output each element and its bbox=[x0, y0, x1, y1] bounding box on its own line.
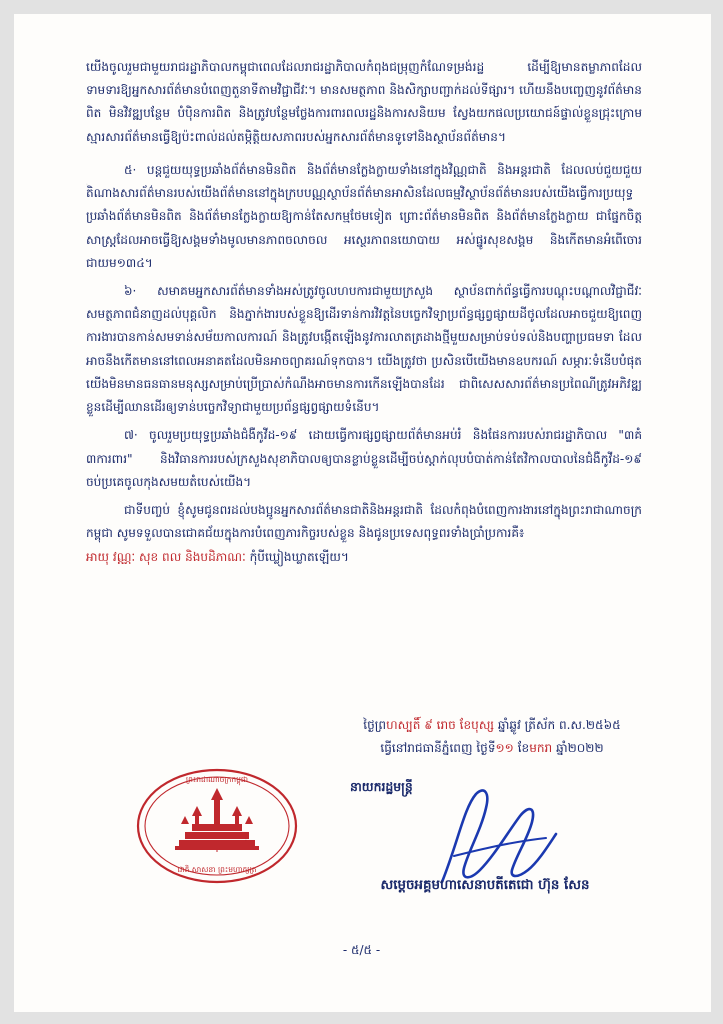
page-number: - ៥/៥ - bbox=[342, 943, 381, 957]
seal-top-text: ព្រះរាជាណាចក្រកម្ពុជា bbox=[185, 775, 249, 784]
date-lunar-line bbox=[327, 714, 657, 737]
date-prefix: ថ្ងៃព្រ bbox=[363, 718, 387, 732]
blessing-red-text: អាយុ វណ្ណៈ សុខ ពល និងបដិភាណៈ bbox=[86, 550, 246, 565]
date-lunar-suffix: ឆ្នាំឆ្លូវ ត្រីស័ក ព.ស.២៥៦៥ bbox=[493, 718, 621, 732]
scan-edge-bottom bbox=[0, 1012, 723, 1024]
blessing-tail-text: កុំបីឃ្លៀងឃ្លាតឡើយ។ bbox=[245, 550, 349, 565]
seal-bottom-text: ជាតិ សាសនា ព្រះមហាក្សត្រ bbox=[177, 865, 257, 874]
scan-edge-right bbox=[711, 0, 723, 1024]
signer-title: នាយករដ្ឋមន្ត្រី bbox=[350, 779, 413, 794]
paragraph-item-7: ៧· ចូលរួមប្រយុទ្ធប្រឆាំងជំងឺកូវីដ-១៩ ដោយធ្វើការផ្សព្វផ្សាយព័ត៌មានអប់រំ និងផែនការរបស់រាជរដ្ឋាភិបាល "៣គំ ៣ការពារ" និងវិធានការរបស់ក្រសួងសុខាភិបាលឲ្យបានខ្លាប់ខ្លួនដើម្បីចប់ស្តាក់លុបបំបាត់កាន់តែវិកាលបាលនៃជំងឺកូវីដ-១៩ ចប់ប្រគេចូលកុងសមយតំបេស់យើង។ bbox=[86, 428, 642, 489]
date-lunar-red: ហស្បតិ៍ ៩ រោច ខែបុស្ស bbox=[386, 718, 494, 732]
official-seal bbox=[135, 766, 300, 886]
paragraph-item-5: ៥· បន្តជួយយុទ្ធប្រឆាំងព័ត៌មានមិនពិត និងព័ត៌មានក្លែងក្លាយទាំងនៅក្នុងវិណ្ណជាតិ និងអន្តរជាតិ ដែលលប់ជួយជួយ តិណាងសារព័ត៌មានរបស់យើងព័ត៌មាននៅក្នុងក្របបណ្ណស្ថាប័នព័ត៌មានអាសិនដែលធម្មវិស្ថាប័នព័ត៌មានរបស់យើងធ្វើការប្រយុទ្ធប្រឆាំងព័ត៌មានមិនពិត និងព័ត៌មានក្លែងក្លាយឱ្យកាន់តែសកម្មថែមទៀត ព្រោះព័ត៌មានមិនពិត និងព័ត៌មានក្លែងក្លាយ ជាផ្នែកចិត្តសាស្ត្រដែលអាចធ្វើឱ្យសង្គមទាំងមូលមានភាពចលាចល អស្ថេរភាពនយោបាយ អស់ផ្នូរសុខសង្គម និងកើតមានអំពើចោរជាយម១៣៤។ bbox=[86, 162, 642, 270]
paragraph-blessing bbox=[86, 546, 642, 569]
date-year: ឆ្នាំ២០២២ bbox=[552, 740, 604, 755]
date-day-red: ១១ bbox=[495, 740, 514, 755]
signer-name: សម្ដេចអគ្គមហាសេនាបតីតេជោ ហ៊ុន សែន bbox=[380, 878, 590, 893]
scan-edge-left bbox=[0, 0, 14, 1024]
date-block bbox=[327, 714, 657, 760]
paragraph-item-6: ៦· សមាគមអ្នកសារព័ត៌មានទាំងអស់ត្រូវចូលហបការជាមួយក្រសួង ស្ថាប័នពាក់ព័ន្ធធ្វើការបណ្ដុះបណ្ដាលវិជ្ជាជីវៈ សមត្ថភាពជំនាញដល់បុគ្គលិក និងភ្នាក់ងារបស់ខ្លួនឱ្យដើរទាន់ការវិវត្តនៃបច្ចេកវិទ្យាប្រព័ន្ធផ្សព្វផ្សាយដីថូលដែលអាចជួយឱ្យពេញការងារបានកាន់សមទាន់សម័យកាលការណ៍ និងត្រូវបង្កើតឡើងនូវការលាតត្រដាងថ្មីមួយសម្រាប់ទប់ទល់និងបញ្ហាប្រធមទា ដែលអាចនឹងកើតមាននៅពេលអនាគតដែលមិនអាចព្យាគរណ៍ទុកបាន។ យើងត្រូវថា ប្រសិនបើយើងមានឧបករណ៍ សម្ភារៈទំនើបបំផុតយើងមិនមានធនធានមនុស្សសម្រាប់ប្រើប្រាស់កំណឹងអាចមានការកើនឡើងបានដែរ ជាពិសេសសារព័ត៌មានប្រពៃណីត្រូវអភិវឌ្ឍខ្លួនដើម្បីឈានដើរឲ្យទាន់បច្ចេកវិទ្យាជាមួយប្រព័ន្ធផ្សព្វផ្សាយទំនើប។ bbox=[86, 283, 642, 415]
date-mid: ខែ bbox=[513, 740, 530, 755]
date-gregorian-line bbox=[327, 737, 657, 760]
document-body bbox=[86, 56, 642, 571]
date-month-red: មករា bbox=[529, 740, 553, 755]
place-prefix: ធ្វើនៅរាជធានីភ្នំពេញ ថ្ងៃទី bbox=[380, 740, 496, 755]
paragraph-closing: ជាទីបញ្ចប់ ខ្ញុំសូមជូនពរដល់បងប្អូនអ្នកសារព័ត៌មានជាតិនិងអន្តរជាតិ ដែលកំពុងបំពេញការងារនៅក្នុងព្រះរាជាណាចក្រកម្ពុជា សូមទទួលបានជោគជ័យក្នុងការបំពេញភារកិច្ចរបស់ខ្លួន និងជូនប្រទេសពុទ្ធពរទាំងប្រាំប្រការគឺ៖ bbox=[86, 502, 642, 541]
paragraph-intro: យើងចូលរួមជាមួយរាជរដ្ឋាភិបាលកម្ពុជាពេលដែលរាជរដ្ឋាភិបាលកំពុងជម្រុញកំណែទម្រង់រដ្ឋ ដើម្បីឱ្យមានតម្លាភាពដែលទាមទារឱ្យអ្នកសារព័ត៌មានបំពេញតួនាទីតាមវិជ្ជាជីវៈ។ មានសមត្ថភាព និងសិក្សាបញ្ជាក់ដល់ទីផ្សារ។ ហើយនឹងបញ្ចេញនូវព័ត៌មានពិត មិនវិវឌ្ឍបន្ថែម បំប៉ិនការពិត និងត្រូវបន្ថែមថ្លែងការពារពលរដ្ឋនិងការសនិយម ស្វែងយកផលប្រយោជន៍ផ្ទាល់ខ្លួនជ្រុះក្រោមស្មារសារព័ត៌មានធ្វើឱ្យប៉ះពាល់ដល់តម្កិត្តិយសភាពរបស់អ្នកសារព័ត៌មានទូទៅនិងស្ថាប័នព័ត៌មាន។ bbox=[86, 60, 642, 144]
spacer bbox=[86, 150, 642, 159]
scan-edge-top bbox=[0, 0, 723, 14]
